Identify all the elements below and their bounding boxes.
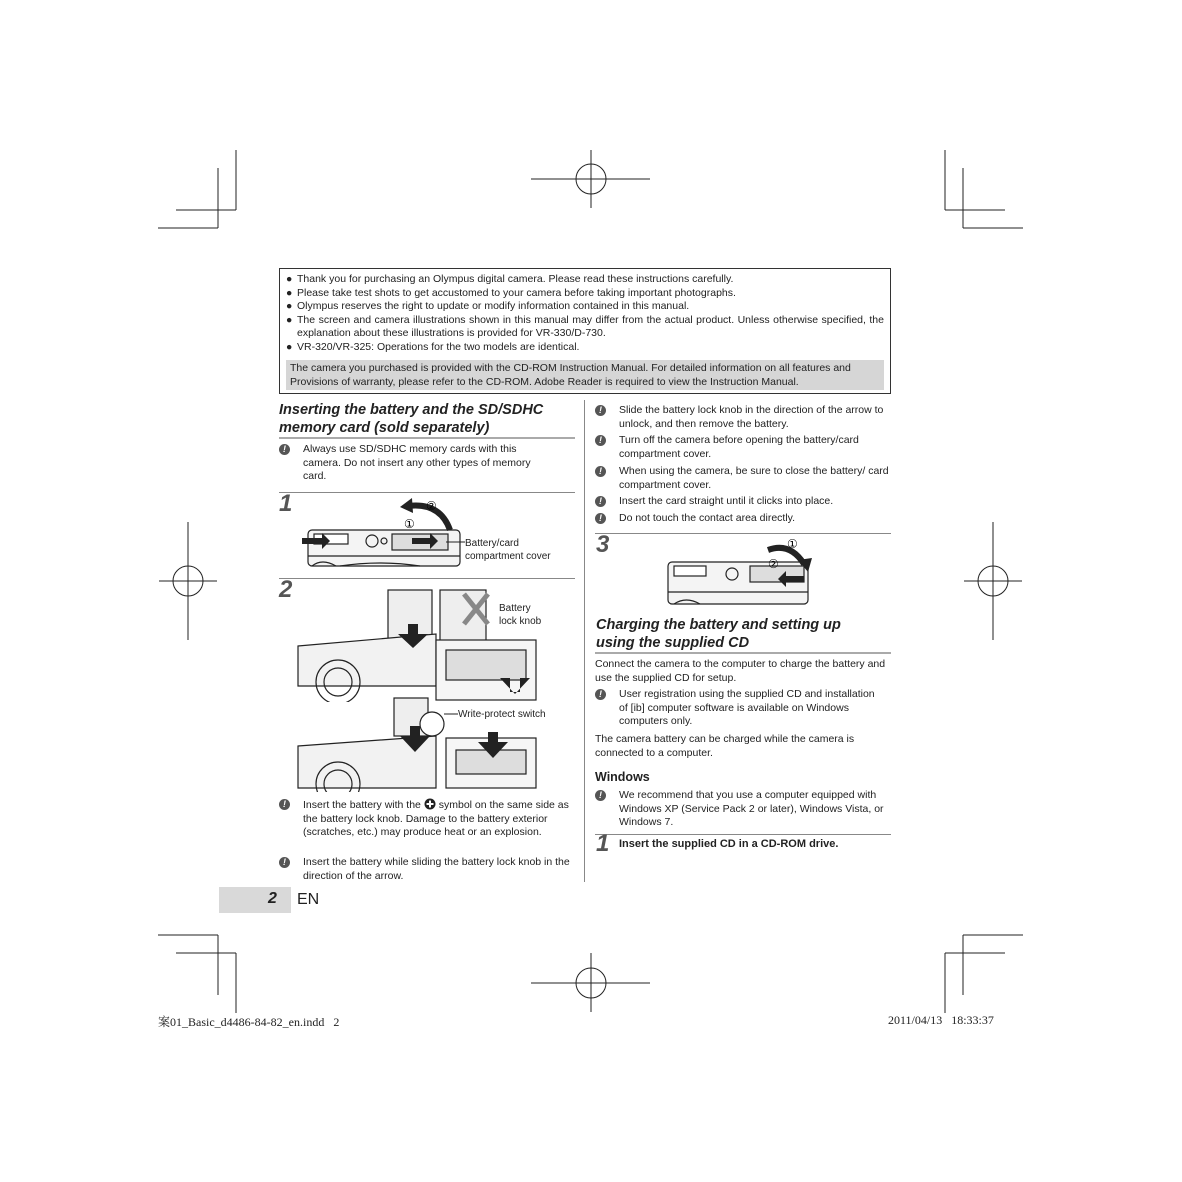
- caution-icon: !: [595, 689, 606, 700]
- step-rule: [279, 578, 575, 579]
- intro-bullet: ● VR-320/VR-325: Operations for the two models are identical.: [286, 340, 580, 353]
- note-battery-symbol: ! Insert the battery with the symbol on the same side as the battery lock knob. Damage to the battery exterior (scratches, etc.) may produce heat or an explosion.: [279, 798, 575, 840]
- note-item: ! Insert the card straight until it clicks into place.: [595, 495, 891, 509]
- cover-label: Battery/card compartment cover: [465, 538, 551, 562]
- intro-bullet: ● Thank you for purchasing an Olympus digital camera. Please read these instructions carefully.: [286, 273, 734, 285]
- note-item: ! When using the camera, be sure to close the battery/ card compartment cover.: [595, 465, 891, 492]
- caution-icon: !: [279, 857, 290, 868]
- note-registration: ! User registration using the supplied CD and installation of [ib] computer software is available on Windows computers only.: [595, 688, 885, 729]
- note-item: ! Slide the battery lock knob in the direction of the arrow to unlock, and then remove the battery.: [595, 404, 891, 431]
- plus-symbol-icon: [424, 798, 436, 810]
- right-notes: [595, 404, 891, 526]
- windows-heading: Windows: [595, 770, 650, 784]
- caution-icon: !: [595, 496, 606, 507]
- step-number-1-cd: 1: [596, 830, 610, 857]
- intro-bullet: ● The screen and camera illustrations shown in this manual may differ from the actual product. Unless otherwise specified, the explanation about these illustrations is provided for VR-330/D-730.: [286, 313, 884, 340]
- step-number-3: 3: [596, 531, 610, 558]
- step-number-1: 1: [279, 490, 293, 517]
- caution-icon: !: [595, 435, 606, 446]
- note-item: ! Do not touch the contact area directly.: [595, 512, 891, 526]
- language-code: EN: [297, 891, 320, 908]
- svg-text:①: ①: [404, 517, 415, 531]
- intro-bullet: ● Please take test shots to get accustomed to your camera before taking important photographs.: [286, 286, 736, 299]
- caution-icon: !: [279, 799, 290, 810]
- caution-icon: !: [595, 513, 606, 524]
- caution-icon: !: [595, 405, 606, 416]
- column-divider: [584, 400, 585, 882]
- note-windows: ! We recommend that you use a computer equipped with Windows XP (Service Pack 2 or later), Windows Vista, or Windows 7.: [595, 789, 891, 830]
- cd-rom-notice: The camera you purchased is provided with the CD-ROM Instruction Manual. For detailed information on all features and Provisions of warranty, please refer to the CD-ROM. Adobe Reader is required to view the Instruction Manual.: [286, 360, 884, 390]
- step-rule: [279, 492, 575, 493]
- intro-bullet: ● Olympus reserves the right to update or modify information contained in this manual.: [286, 300, 690, 313]
- lock-knob-label: Battery lock knob: [499, 603, 542, 627]
- note-sd-cards: ! Always use SD/SDHC memory cards with this camera. Do not insert any other types of memory card.: [279, 443, 551, 484]
- caution-icon: !: [595, 466, 606, 477]
- note-item: ! Turn off the camera before opening the battery/card compartment cover.: [595, 434, 891, 461]
- heading-rule: [595, 652, 891, 654]
- caution-icon: !: [279, 444, 290, 455]
- heading-rule: [279, 437, 575, 439]
- step-rule: [595, 533, 891, 534]
- step-number-2: 2: [279, 576, 293, 603]
- charging-intro: Connect the camera to the computer to charge the battery and use the supplied CD for setup.: [595, 658, 886, 684]
- svg-text:①: ①: [787, 537, 798, 551]
- print-timestamp: 2011/04/13 18:33:37: [888, 1013, 994, 1027]
- section-heading-battery: Inserting the battery and the SD/SDHC memory card (sold separately): [279, 402, 544, 436]
- svg-text:②: ②: [768, 557, 779, 571]
- camera-close-cover-illustration: [664, 536, 814, 608]
- section-heading-charging: Charging the battery and setting up using the supplied CD: [596, 617, 841, 651]
- file-slug: 案01_Basic_d4486-84-82_en.indd 2: [158, 1015, 340, 1029]
- write-protect-label: Write-protect switch: [458, 709, 546, 720]
- page-number: 2: [268, 890, 277, 907]
- charging-while-connected: The camera battery can be charged while the camera is connected to a computer.: [595, 733, 855, 759]
- intro-box: [279, 268, 891, 394]
- step-rule: [595, 834, 891, 835]
- step-insert-cd: Insert the supplied CD in a CD-ROM drive.: [619, 838, 839, 850]
- caution-icon: !: [595, 790, 606, 801]
- camera-cover-illustration: [300, 496, 470, 570]
- page-number-tab: [219, 887, 291, 913]
- note-battery-slide: ! Insert the battery while sliding the battery lock knob in the direction of the arrow.: [279, 856, 575, 883]
- svg-text:②: ②: [426, 499, 437, 513]
